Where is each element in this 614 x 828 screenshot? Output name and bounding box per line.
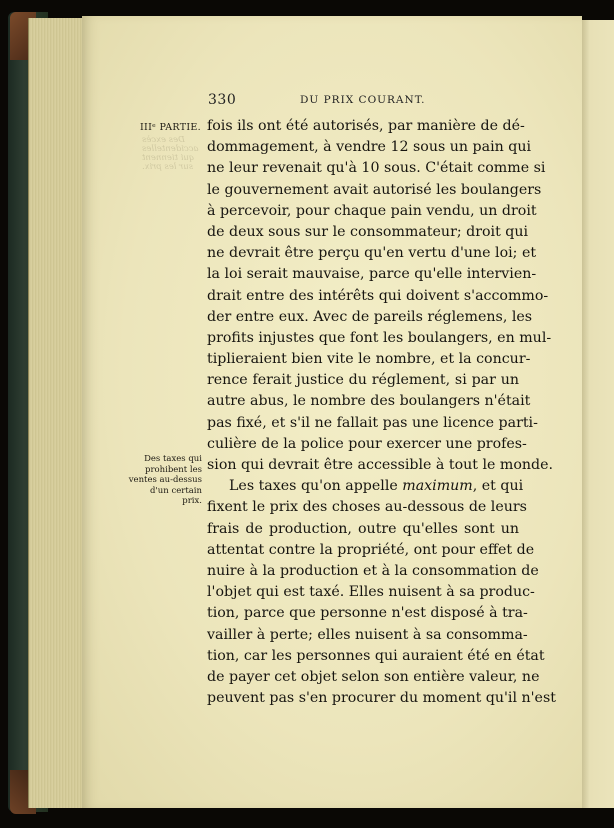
text-line: ne leur revenait qu'à 10 sous. C'était comme si [207,160,546,177]
text-line: tiplieraient bien vite le nombre, et la concur- [207,351,531,368]
text-line: dommagement, à vendre 12 sous un pain qui [207,139,532,156]
part-label: IIIᵉ PARTIE. [140,122,201,133]
text-line: culière de la police pour exercer une profes- [207,435,527,452]
text-line: tion, car les personnes qui auraient été en état [207,647,545,664]
running-title: DU PRIX COURANT. [300,94,426,106]
body-text [207,116,556,709]
page-edges [28,18,85,808]
bleed-through-text: Des excès accidentelles qui tiennent sur les prix. [142,135,199,172]
text-line: attentat contre la propriété, ont pour effet de [207,541,535,558]
text-line: der entre eux. Avec de pareils réglemens, les [207,308,533,325]
text-line: drait entre des intérêts qui doivent s'accommo- [207,287,549,304]
next-page-edge [578,20,614,808]
page-number: 330 [208,92,237,108]
text-line: fois ils ont été autorisés, par manière de dé- [207,118,525,134]
marginal-note: Des taxes qui prohibent les ventes au-dessus d'un certain prix. [128,454,202,506]
text-line: sion qui devrait être accessible à tout le monde. [207,457,554,473]
text-segment: , et qui [472,478,524,495]
text-line: ne devrait être perçu qu'en vertu d'une loi; et [207,245,537,262]
text-line: de deux sous sur le consommateur; droit qui [207,223,529,240]
text-line: nuire à la production et à la consommation de [207,562,539,579]
text-line: frais de production, outre qu'elles sont un [207,520,519,537]
text-segment: Les taxes qu'on appelle [229,478,403,495]
italic-term: maximum [402,478,473,495]
text-line: fixent le prix des choses au-dessous de leurs [207,499,527,516]
text-line: de payer cet objet selon son entière valeur, ne [207,668,540,685]
text-line: autre abus, le nombre des boulangers n'était [207,393,531,410]
text-line: tion, parce que personne n'est disposé à tra- [207,605,528,622]
text-line: peuvent pas s'en procurer du moment qu'il n'est [207,690,556,707]
text-line: profits injustes que font les boulangers, en mul- [207,329,552,346]
text-line: pas fixé, et s'il ne fallait pas une licence parti- [207,414,538,431]
page-header [208,92,518,108]
text-line: l'objet qui est taxé. Elles nuisent à sa produc- [207,584,535,601]
text-line: la loi serait mauvaise, parce qu'elle intervien- [207,266,537,283]
text-line-paragraph-start [207,476,524,497]
text-line: le gouvernement avait autorisé les boulangers [207,181,542,198]
text-line: vailler à perte; elles nuisent à sa consomma- [207,626,528,643]
text-line: rence ferait justice du réglement, si par un [207,372,519,389]
text-line: à percevoir, pour chaque pain vendu, un droit [207,202,537,219]
